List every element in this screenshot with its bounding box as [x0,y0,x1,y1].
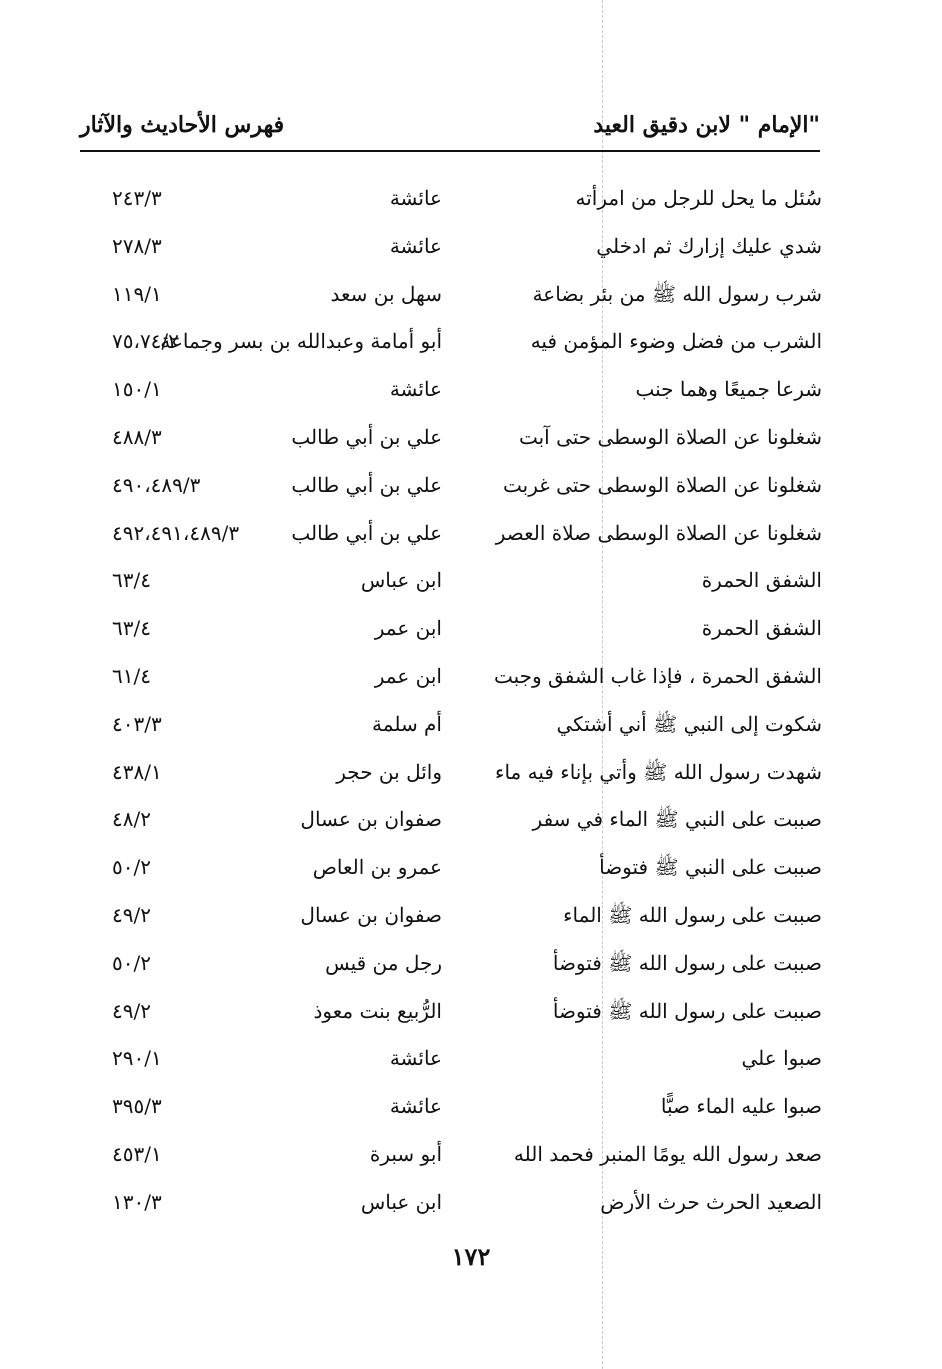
narrator: رجل من قيس [325,950,442,975]
reference: ٢٧٨/٣ [112,233,162,258]
hadith-text: صبوا علي [741,1046,822,1071]
reference: ٤٨٨/٣ [112,424,162,449]
hadith-text: شدي عليك إزارك ثم ادخلي [596,233,822,258]
narrator: علي بن أبي طالب [291,520,442,545]
narrator: وائل بن حجر [336,759,442,784]
book-title: "الإمام " لابن دقيق العيد [593,112,820,138]
reference: ٧٥،٧٤/٢ [112,329,179,354]
hadith-text: صببت على النبي ﷺ الماء في سفر [532,807,822,832]
reference: ٢٤٣/٣ [112,186,162,210]
hadith-text: الشفق الحمرة ، فإذا غاب الشفق وجبت [493,663,822,688]
reference: ١١٩/١ [112,281,162,306]
narrator: عائشة [389,233,442,258]
index-row [100,847,822,895]
hadith-text: الشفق الحمرة [701,616,822,641]
reference: ٦٣/٤ [112,568,151,593]
narrator: عائشة [389,1046,442,1071]
hadith-text: شرعا جميعًا وهما جنب [635,377,822,402]
reference: ٤٩٢،٤٩١،٤٨٩/٣ [112,520,240,545]
hadith-text: شرب رسول الله ﷺ من بئر بضاعة [532,281,822,306]
reference: ٢٩٠/١ [112,1046,162,1071]
index-title: فهرس الأحاديث والآثار [80,112,285,138]
index-row [100,991,822,1039]
index-row [100,1038,822,1086]
reference: ٤٥٣/١ [112,1141,162,1166]
hadith-text: الشفق الحمرة [701,568,822,593]
hadith-text: صببت على النبي ﷺ فتوضأ [599,855,822,880]
narrator: أبو أمامة وعبدالله بن بسر وجماعة [160,329,442,354]
hadith-text: الشرب من فضل وضوء المؤمن فيه [530,329,822,354]
hadith-text: شغلونا عن الصلاة الوسطى حتى غربت [503,472,822,497]
narrator: عمرو بن العاص [312,855,442,880]
index-row [100,752,822,800]
index-row [100,656,822,704]
narrator: صفوان بن عسال [300,902,442,927]
index-row [100,560,822,608]
header-rule [80,150,820,152]
hadith-index-list [100,178,822,1230]
reference: ٤٣٨/١ [112,759,162,784]
hadith-text: صببت على رسول الله ﷺ الماء [563,902,822,927]
index-row [100,274,822,322]
reference: ٣٩٥/٣ [112,1094,162,1119]
narrator: علي بن أبي طالب [291,472,442,497]
narrator: عائشة [389,1094,442,1119]
index-row [100,321,822,369]
hadith-text: شكوت إلى النبي ﷺ أني أشتكي [556,711,822,736]
hadith-text: سُئل ما يحل للرجل من امرأته [575,186,822,210]
index-row [100,226,822,274]
index-row [100,369,822,417]
reference: ٥٠/٢ [112,855,151,880]
narrator: ابن عباس [360,1189,442,1214]
reference: ٤٨/٢ [112,807,151,832]
narrator: علي بن أبي طالب [291,424,442,449]
index-row [100,895,822,943]
narrator: ابن عمر [374,663,442,688]
reference: ٤٩٠،٤٨٩/٣ [112,472,201,497]
reference: ٤٩/٢ [112,902,151,927]
reference: ٦١/٤ [112,663,151,688]
hadith-text: الصعيد الحرث حرث الأرض [600,1189,822,1214]
reference: ٦٣/٤ [112,616,151,641]
index-row [100,608,822,656]
narrator: ابن عمر [374,616,442,641]
index-row [100,417,822,465]
index-row [100,1182,822,1230]
index-row [100,513,822,561]
reference: ٤٩/٢ [112,998,151,1023]
narrator: أم سلمة [372,711,442,736]
reference: ١٥٠/١ [112,377,162,402]
index-row [100,704,822,752]
narrator: عائشة [389,186,442,210]
hadith-text: صبوا عليه الماء صبًّا [660,1094,822,1119]
narrator: عائشة [389,377,442,402]
hadith-text: شهدت رسول الله ﷺ وأتي بإناء فيه ماء [495,759,822,784]
index-row [100,799,822,847]
index-row [100,178,822,226]
reference: ١٣٠/٣ [112,1189,162,1214]
narrator: صفوان بن عسال [300,807,442,832]
index-row [100,1134,822,1182]
hadith-text: شغلونا عن الصلاة الوسطى حتى آبت [518,424,822,449]
hadith-text: صعد رسول الله يومًا المنبر فحمد الله [513,1141,822,1166]
hadith-text: شغلونا عن الصلاة الوسطى صلاة العصر [495,520,822,545]
hadith-text: صببت على رسول الله ﷺ فتوضأ [552,998,822,1023]
index-row [100,943,822,991]
reference: ٤٠٣/٣ [112,711,162,736]
narrator: الرُّبيع بنت معوذ [313,998,442,1023]
narrator: أبو سبرة [369,1141,442,1166]
hadith-text: صببت على رسول الله ﷺ فتوضأ [552,950,822,975]
narrator: سهل بن سعد [330,281,442,306]
page-number: ١٧٢ [451,1242,491,1271]
page-header [80,112,820,152]
reference: ٥٠/٢ [112,950,151,975]
index-row [100,465,822,513]
index-row [100,1086,822,1134]
narrator: ابن عباس [360,568,442,593]
